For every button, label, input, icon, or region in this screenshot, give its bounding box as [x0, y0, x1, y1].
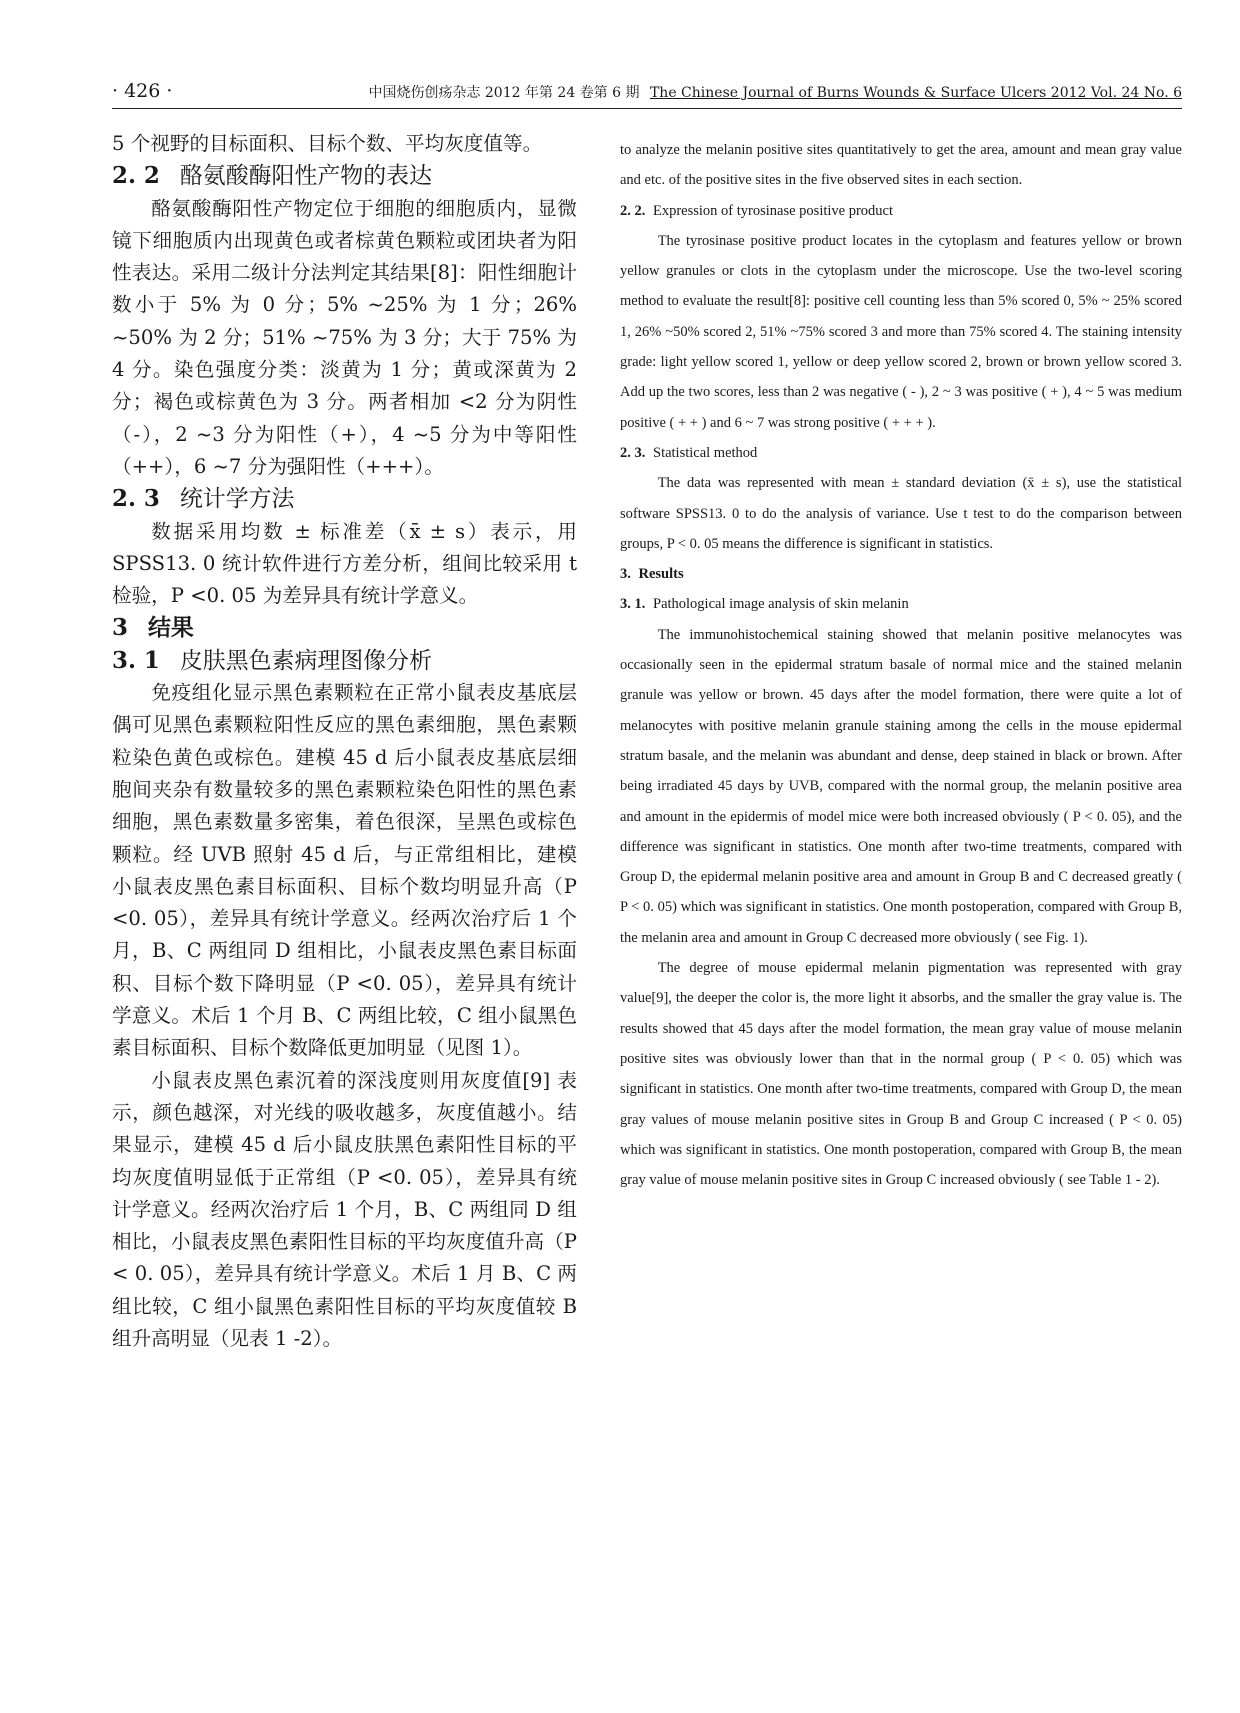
cn-intro-paragraph: 5 个视野的目标面积、目标个数、平均灰度值等。 — [112, 132, 543, 155]
section-title: 皮肤黑色素病理图像分析 — [179, 647, 432, 674]
section-number: 2. 3 — [112, 485, 160, 513]
section-title: 统计学方法 — [179, 486, 295, 513]
section-number: 3. 1 — [112, 646, 160, 674]
journal-title-en: The Chinese Journal of Burns Wounds & Surface Ulcers 2012 Vol. 24 No. 6 — [649, 85, 1182, 101]
cn-section-3-1-paragraph-1: 免疫组化显示黑色素颗粒在正常小鼠表皮基底层偶可见黑色素颗粒阳性反应的黑色素细胞，黑色素颗粒染色黄色或棕色。建模 45 d 后小鼠表皮基底层细胞间夹杂有数量较多的黑色素颗粒染色阳性的黑色素细胞，黑色素数量多密集，着色很深，呈黑色或棕色颗粒。经 UVB 照射 45 d 后，与正常组相比，建模小鼠表皮黑色素目标面积、目标个数均明显升高（P <0. 05），差异具有统计学意义。经两次治疗后 1 个月，B、C 两组同 D 组相比，小鼠表皮黑色素目标面积、目标个数下降明显（P <0. 05），差异具有统计学意义。术后 1 个月 B、C 两组比较，C 组小鼠黑色素目标面积、目标个数降低更加明显（见图 1）。 — [112, 681, 577, 1060]
section-number: 2. 2. — [620, 202, 646, 219]
en-section-2-2-paragraph: The tyrosinase positive product locates in the cytoplasm and features yellow or brown yellow granules or clots in the cytoplasm under the microscope. Use the two-level scoring method to evaluate the result[8]: positive cell counting less than 5% scored 0, 5% ~ 25% scored 1, 26% ~50% scored 2, 51% ~75% scored 3 and more than 75% scored 4. The staining intensity grade: light yellow scored 1, yellow or deep yellow scored 2, brown or brown yellow scored 3. Add up the two scores, less than 2 was negative ( - ), 2 ~ 3 was positive ( + ), 4 ~ 5 was medium positive ( + + ) and 6 ~ 7 was strong positive ( + + + ). — [620, 232, 1182, 431]
page-number: · 426 · — [112, 80, 173, 102]
en-section-2-2-heading — [620, 196, 1182, 226]
section-title: Expression of tyrosinase positive product — [653, 202, 894, 219]
page-header — [112, 78, 1182, 112]
en-section-3-1-heading — [620, 589, 1182, 619]
cn-section-2-3-heading — [112, 483, 577, 515]
section-number: 3. 1. — [620, 596, 646, 613]
en-section-3-1-paragraph-1: The immunohistochemical staining showed that melanin positive melanocytes was occasionally seen in the epidermal stratum basale of normal mice and the stained melanin granule was yellow or brown. 45 days after the model formation, there were quite a lot of melanocytes with positive melanin granule staining among the cells in the mouse epidermal stratum basale, and the melanin was abundant and dense, deep stained in black or brown. After being irradiated 45 days by UVB, compared with the normal group, the melanin positive area and amount in the epidermis of model mice were both increased obviously ( P < 0. 05), and the difference was significant in statistics. One month after two-time treatments, compared with Group D, the epidermal melanin positive area and amount in Group B and C decreased greatly ( P < 0. 05) which was significant in statistics. One month postoperation, compared with Group B, the melanin area and amount in Group C decreased more obviously ( see Fig. 1). — [620, 626, 1182, 946]
cn-section-2-2-paragraph: 酪氨酸酶阳性产物定位于细胞的细胞质内，显微镜下细胞质内出现黄色或者棕黄色颗粒或团块者为阳性表达。采用二级计分法判定其结果[8]：阳性细胞计数小于 5% 为 0 分；5% ~25% 为 1 分；26% ~50% 为 2 分；51% ~75% 为 3 分；大于 75% 为 4 分。染色强度分类：淡黄为 1 分；黄或深黄为 2 分；褐色或棕黄色为 3 分。两者相加 <2 分为阴性（-），2 ~3 分为阳性（+），4 ~5 分为中等阳性（++），6 ~7 分为强阳性（+++）。 — [112, 196, 577, 478]
section-title: Results — [638, 566, 684, 583]
section-title: 结果 — [147, 614, 194, 642]
cn-section-3-heading — [112, 612, 577, 644]
en-section-2-3-paragraph: The data was represented with mean ± standard deviation (x̄ ± s), use the statistical software SPSS13. 0 to do the analysis of variance. Use t test to do the comparison between groups, P < 0. 05 means the difference is significant in statistics. — [620, 475, 1182, 552]
section-number: 3. — [620, 566, 631, 583]
section-title: Pathological image analysis of skin melanin — [653, 596, 909, 613]
section-title: Statistical method — [653, 444, 758, 461]
journal-title-cn: 中国烧伤创疡杂志 2012 年第 24 卷第 6 期 — [368, 85, 640, 101]
en-section-2-3-heading — [620, 438, 1182, 468]
section-number: 2. 2 — [112, 162, 160, 190]
section-number: 2. 3. — [620, 444, 646, 461]
cn-section-3-1-paragraph-2: 小鼠表皮黑色素沉着的深浅度则用灰度值[9] 表示，颜色越深，对光线的吸收越多，灰度值越小。结果显示，建模 45 d 后小鼠皮肤黑色素阳性目标的平均灰度值明显低于正常组（P <0. 05），差异具有统计学意义。经两次治疗后 1 个月，B、C 两组同 D 组相比，小鼠表皮黑色素阳性目标的平均灰度值升高（P < 0. 05），差异具有统计学意义。术后 1 月 B、C 两组比较，C 组小鼠黑色素阳性目标的平均灰度值较 B 组升高明显（见表 1 -2）。 — [112, 1068, 577, 1350]
cn-section-3-1-heading — [112, 645, 577, 677]
section-number: 3 — [112, 614, 128, 642]
cn-section-2-2-heading — [112, 160, 577, 192]
section-title: 酪氨酸酶阳性产物的表达 — [179, 163, 432, 190]
header-rule — [112, 108, 1182, 109]
cn-section-2-3-paragraph: 数据采用均数 ± 标准差（x̄ ± s）表示，用 SPSS13. 0 统计软件进行方差分析，组间比较采用 t 检验，P <0. 05 为差异具有统计学意义。 — [112, 519, 577, 608]
english-column — [620, 135, 1182, 1655]
chinese-column — [112, 128, 577, 1648]
en-section-3-1-paragraph-2: The degree of mouse epidermal melanin pigmentation was represented with gray value[9], the deeper the color is, the more light it absorbs, and the smaller the gray value is. The results showed that 45 days after the model formation, the mean gray value of mouse melanin positive sites was obviously lower than that in the normal group ( P < 0. 05) which was significant in statistics. One month after two-time treatments, compared with Group D, the mean gray values of mouse melanin positive sites in Group B and Group C increased ( P < 0. 05) which was significant in statistics. One month postoperation, compared with Group B, the mean gray value of mouse melanin positive sites in Group C increased obviously ( see Table 1 - 2). — [620, 960, 1182, 1189]
running-header — [368, 82, 1182, 102]
en-section-3-heading — [620, 559, 1182, 589]
en-intro-paragraph: to analyze the melanin positive sites quantitatively to get the area, amount and mean gray value and etc. of the positive sites in the five observed sites in each section. — [620, 142, 1182, 189]
